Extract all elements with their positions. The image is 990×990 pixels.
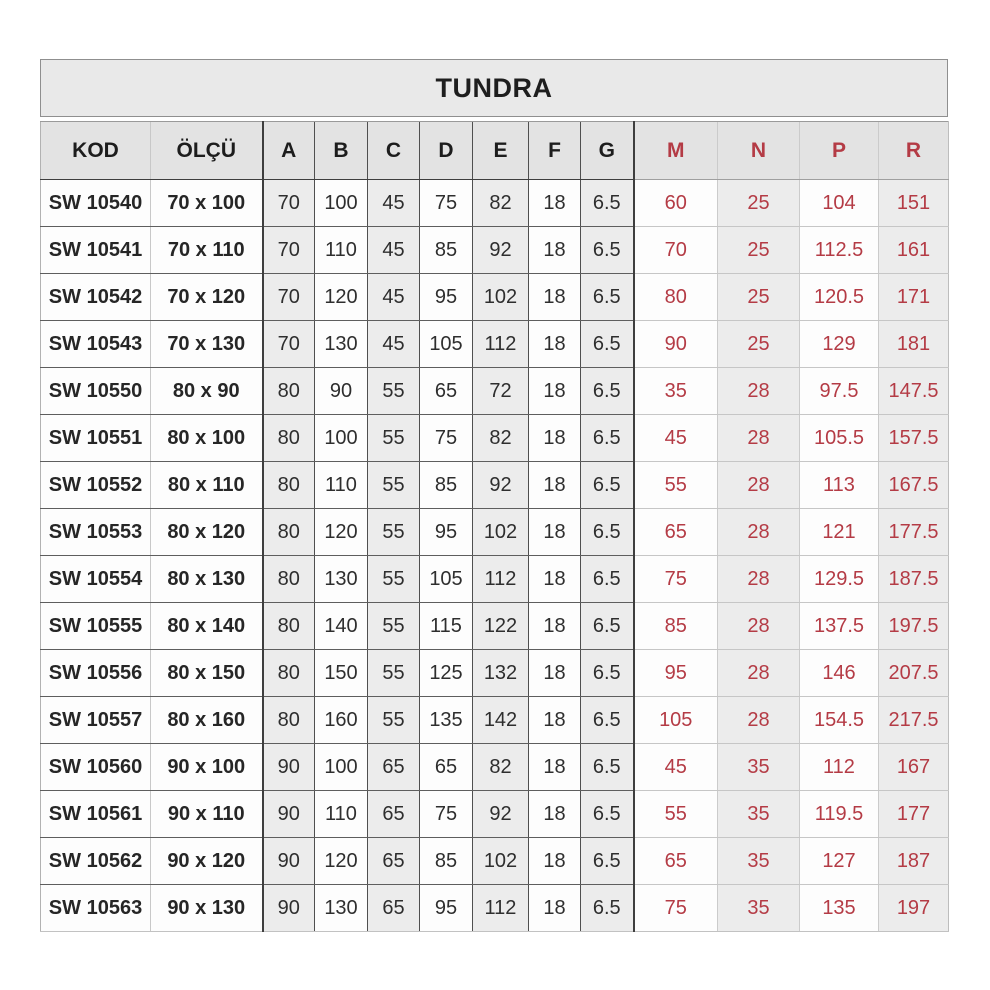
cell-p: 120.5: [800, 274, 879, 321]
cell-r: 171: [879, 274, 949, 321]
cell-kod: SW 10560: [41, 744, 151, 791]
cell-r: 167.5: [879, 462, 949, 509]
spec-table: [40, 121, 949, 932]
cell-p: 127: [800, 838, 879, 885]
cell-a: 70: [263, 274, 315, 321]
cell-g: 6.5: [581, 697, 634, 744]
cell-kod: SW 10541: [41, 227, 151, 274]
cell-n: 25: [718, 274, 800, 321]
cell-olcu: 80 x 90: [151, 368, 263, 415]
cell-olcu: 70 x 110: [151, 227, 263, 274]
cell-d: 105: [420, 321, 473, 368]
cell-d: 75: [420, 415, 473, 462]
cell-a: 70: [263, 180, 315, 227]
column-header-a: A: [263, 122, 315, 180]
cell-c: 65: [368, 885, 420, 932]
cell-p: 121: [800, 509, 879, 556]
cell-d: 85: [420, 462, 473, 509]
cell-r: 157.5: [879, 415, 949, 462]
cell-olcu: 80 x 100: [151, 415, 263, 462]
cell-n: 28: [718, 603, 800, 650]
column-header-p: P: [800, 122, 879, 180]
cell-c: 55: [368, 603, 420, 650]
cell-c: 55: [368, 415, 420, 462]
cell-r: 151: [879, 180, 949, 227]
cell-b: 100: [315, 415, 368, 462]
cell-d: 125: [420, 650, 473, 697]
cell-olcu: 70 x 130: [151, 321, 263, 368]
cell-a: 80: [263, 603, 315, 650]
cell-c: 65: [368, 791, 420, 838]
cell-e: 82: [473, 415, 529, 462]
cell-f: 18: [529, 744, 581, 791]
cell-olcu: 70 x 100: [151, 180, 263, 227]
cell-d: 105: [420, 556, 473, 603]
table-row: [41, 415, 949, 462]
cell-n: 25: [718, 180, 800, 227]
cell-g: 6.5: [581, 274, 634, 321]
cell-f: 18: [529, 227, 581, 274]
cell-r: 177.5: [879, 509, 949, 556]
cell-b: 120: [315, 274, 368, 321]
cell-e: 142: [473, 697, 529, 744]
cell-d: 65: [420, 368, 473, 415]
cell-g: 6.5: [581, 744, 634, 791]
cell-p: 129: [800, 321, 879, 368]
cell-e: 102: [473, 509, 529, 556]
cell-c: 45: [368, 321, 420, 368]
table-row: [41, 180, 949, 227]
cell-p: 119.5: [800, 791, 879, 838]
cell-e: 112: [473, 556, 529, 603]
cell-r: 217.5: [879, 697, 949, 744]
table-row: [41, 838, 949, 885]
cell-a: 70: [263, 227, 315, 274]
cell-f: 18: [529, 462, 581, 509]
cell-b: 120: [315, 509, 368, 556]
cell-m: 65: [634, 509, 718, 556]
cell-c: 55: [368, 697, 420, 744]
cell-b: 110: [315, 227, 368, 274]
cell-kod: SW 10552: [41, 462, 151, 509]
table-row: [41, 603, 949, 650]
cell-f: 18: [529, 274, 581, 321]
spec-sheet: [40, 59, 948, 932]
cell-d: 85: [420, 838, 473, 885]
cell-olcu: 80 x 140: [151, 603, 263, 650]
cell-f: 18: [529, 650, 581, 697]
cell-p: 135: [800, 885, 879, 932]
cell-e: 92: [473, 462, 529, 509]
cell-p: 154.5: [800, 697, 879, 744]
cell-f: 18: [529, 556, 581, 603]
cell-m: 90: [634, 321, 718, 368]
cell-p: 146: [800, 650, 879, 697]
cell-a: 90: [263, 838, 315, 885]
cell-b: 120: [315, 838, 368, 885]
cell-f: 18: [529, 697, 581, 744]
cell-g: 6.5: [581, 885, 634, 932]
cell-f: 18: [529, 838, 581, 885]
cell-m: 80: [634, 274, 718, 321]
cell-f: 18: [529, 509, 581, 556]
cell-f: 18: [529, 180, 581, 227]
table-row: [41, 791, 949, 838]
cell-olcu: 80 x 130: [151, 556, 263, 603]
table-row: [41, 509, 949, 556]
cell-c: 45: [368, 227, 420, 274]
column-header-d: D: [420, 122, 473, 180]
cell-olcu: 90 x 120: [151, 838, 263, 885]
cell-p: 97.5: [800, 368, 879, 415]
cell-kod: SW 10561: [41, 791, 151, 838]
cell-g: 6.5: [581, 509, 634, 556]
cell-g: 6.5: [581, 556, 634, 603]
column-header-g: G: [581, 122, 634, 180]
cell-e: 92: [473, 791, 529, 838]
cell-e: 82: [473, 744, 529, 791]
column-header-r: R: [879, 122, 949, 180]
cell-d: 95: [420, 885, 473, 932]
cell-a: 80: [263, 556, 315, 603]
cell-b: 110: [315, 462, 368, 509]
cell-a: 80: [263, 650, 315, 697]
cell-r: 187.5: [879, 556, 949, 603]
cell-a: 70: [263, 321, 315, 368]
cell-n: 25: [718, 227, 800, 274]
cell-m: 95: [634, 650, 718, 697]
table-row: [41, 697, 949, 744]
cell-g: 6.5: [581, 838, 634, 885]
cell-n: 28: [718, 509, 800, 556]
cell-p: 113: [800, 462, 879, 509]
table-header: [41, 122, 949, 180]
cell-kod: SW 10556: [41, 650, 151, 697]
cell-e: 132: [473, 650, 529, 697]
cell-olcu: 80 x 120: [151, 509, 263, 556]
cell-p: 112.5: [800, 227, 879, 274]
cell-n: 28: [718, 650, 800, 697]
cell-e: 122: [473, 603, 529, 650]
cell-n: 28: [718, 415, 800, 462]
cell-kod: SW 10562: [41, 838, 151, 885]
cell-d: 85: [420, 227, 473, 274]
cell-olcu: 90 x 100: [151, 744, 263, 791]
cell-m: 105: [634, 697, 718, 744]
cell-d: 95: [420, 509, 473, 556]
cell-c: 45: [368, 180, 420, 227]
cell-n: 35: [718, 791, 800, 838]
cell-p: 129.5: [800, 556, 879, 603]
cell-r: 197: [879, 885, 949, 932]
cell-kod: SW 10550: [41, 368, 151, 415]
cell-f: 18: [529, 368, 581, 415]
table-body: [41, 180, 949, 932]
cell-r: 167: [879, 744, 949, 791]
cell-d: 95: [420, 274, 473, 321]
cell-m: 65: [634, 838, 718, 885]
cell-kod: SW 10555: [41, 603, 151, 650]
cell-r: 147.5: [879, 368, 949, 415]
cell-n: 28: [718, 368, 800, 415]
column-header-m: M: [634, 122, 718, 180]
cell-kod: SW 10554: [41, 556, 151, 603]
cell-g: 6.5: [581, 603, 634, 650]
cell-kod: SW 10557: [41, 697, 151, 744]
cell-e: 82: [473, 180, 529, 227]
cell-a: 80: [263, 509, 315, 556]
column-header-f: F: [529, 122, 581, 180]
cell-m: 60: [634, 180, 718, 227]
cell-c: 55: [368, 368, 420, 415]
cell-f: 18: [529, 321, 581, 368]
cell-a: 90: [263, 791, 315, 838]
cell-m: 45: [634, 744, 718, 791]
cell-b: 100: [315, 744, 368, 791]
cell-b: 140: [315, 603, 368, 650]
cell-m: 75: [634, 885, 718, 932]
cell-c: 55: [368, 556, 420, 603]
cell-e: 72: [473, 368, 529, 415]
cell-e: 102: [473, 838, 529, 885]
cell-d: 75: [420, 791, 473, 838]
cell-b: 110: [315, 791, 368, 838]
cell-e: 112: [473, 321, 529, 368]
cell-g: 6.5: [581, 791, 634, 838]
cell-n: 25: [718, 321, 800, 368]
cell-m: 85: [634, 603, 718, 650]
column-header-c: C: [368, 122, 420, 180]
cell-m: 35: [634, 368, 718, 415]
header-row: [41, 122, 949, 180]
table-row: [41, 462, 949, 509]
cell-e: 112: [473, 885, 529, 932]
cell-r: 197.5: [879, 603, 949, 650]
cell-d: 65: [420, 744, 473, 791]
table-row: [41, 744, 949, 791]
cell-kod: SW 10563: [41, 885, 151, 932]
cell-n: 28: [718, 462, 800, 509]
cell-olcu: 70 x 120: [151, 274, 263, 321]
cell-b: 130: [315, 556, 368, 603]
cell-kod: SW 10553: [41, 509, 151, 556]
table-row: [41, 227, 949, 274]
table-row: [41, 885, 949, 932]
cell-g: 6.5: [581, 415, 634, 462]
cell-b: 100: [315, 180, 368, 227]
cell-c: 55: [368, 509, 420, 556]
cell-n: 28: [718, 697, 800, 744]
cell-g: 6.5: [581, 650, 634, 697]
cell-a: 80: [263, 368, 315, 415]
cell-c: 55: [368, 462, 420, 509]
cell-r: 181: [879, 321, 949, 368]
cell-f: 18: [529, 791, 581, 838]
cell-c: 45: [368, 274, 420, 321]
cell-a: 80: [263, 697, 315, 744]
cell-olcu: 80 x 160: [151, 697, 263, 744]
table-title: TUNDRA: [40, 59, 948, 117]
column-header-e: E: [473, 122, 529, 180]
column-header-kod: KOD: [41, 122, 151, 180]
cell-f: 18: [529, 885, 581, 932]
cell-olcu: 90 x 110: [151, 791, 263, 838]
cell-b: 90: [315, 368, 368, 415]
cell-r: 161: [879, 227, 949, 274]
table-row: [41, 321, 949, 368]
cell-kod: SW 10540: [41, 180, 151, 227]
cell-b: 130: [315, 885, 368, 932]
cell-f: 18: [529, 603, 581, 650]
cell-d: 75: [420, 180, 473, 227]
cell-g: 6.5: [581, 180, 634, 227]
cell-p: 105.5: [800, 415, 879, 462]
cell-m: 75: [634, 556, 718, 603]
cell-d: 135: [420, 697, 473, 744]
cell-f: 18: [529, 415, 581, 462]
cell-n: 35: [718, 838, 800, 885]
table-row: [41, 274, 949, 321]
cell-b: 160: [315, 697, 368, 744]
cell-p: 104: [800, 180, 879, 227]
cell-kod: SW 10551: [41, 415, 151, 462]
cell-olcu: 90 x 130: [151, 885, 263, 932]
cell-m: 45: [634, 415, 718, 462]
cell-g: 6.5: [581, 462, 634, 509]
cell-p: 137.5: [800, 603, 879, 650]
cell-m: 55: [634, 791, 718, 838]
cell-g: 6.5: [581, 368, 634, 415]
cell-r: 177: [879, 791, 949, 838]
cell-g: 6.5: [581, 227, 634, 274]
cell-a: 90: [263, 885, 315, 932]
table-row: [41, 650, 949, 697]
cell-c: 55: [368, 650, 420, 697]
cell-a: 90: [263, 744, 315, 791]
cell-b: 130: [315, 321, 368, 368]
table-row: [41, 556, 949, 603]
cell-g: 6.5: [581, 321, 634, 368]
cell-d: 115: [420, 603, 473, 650]
column-header--l-: ÖLÇÜ: [151, 122, 263, 180]
cell-r: 207.5: [879, 650, 949, 697]
cell-b: 150: [315, 650, 368, 697]
cell-n: 35: [718, 885, 800, 932]
column-header-n: N: [718, 122, 800, 180]
cell-e: 102: [473, 274, 529, 321]
cell-kod: SW 10543: [41, 321, 151, 368]
cell-m: 55: [634, 462, 718, 509]
cell-r: 187: [879, 838, 949, 885]
cell-kod: SW 10542: [41, 274, 151, 321]
cell-p: 112: [800, 744, 879, 791]
cell-e: 92: [473, 227, 529, 274]
cell-n: 28: [718, 556, 800, 603]
cell-c: 65: [368, 838, 420, 885]
column-header-b: B: [315, 122, 368, 180]
cell-n: 35: [718, 744, 800, 791]
cell-a: 80: [263, 415, 315, 462]
cell-c: 65: [368, 744, 420, 791]
cell-m: 70: [634, 227, 718, 274]
cell-olcu: 80 x 150: [151, 650, 263, 697]
cell-olcu: 80 x 110: [151, 462, 263, 509]
table-row: [41, 368, 949, 415]
cell-a: 80: [263, 462, 315, 509]
